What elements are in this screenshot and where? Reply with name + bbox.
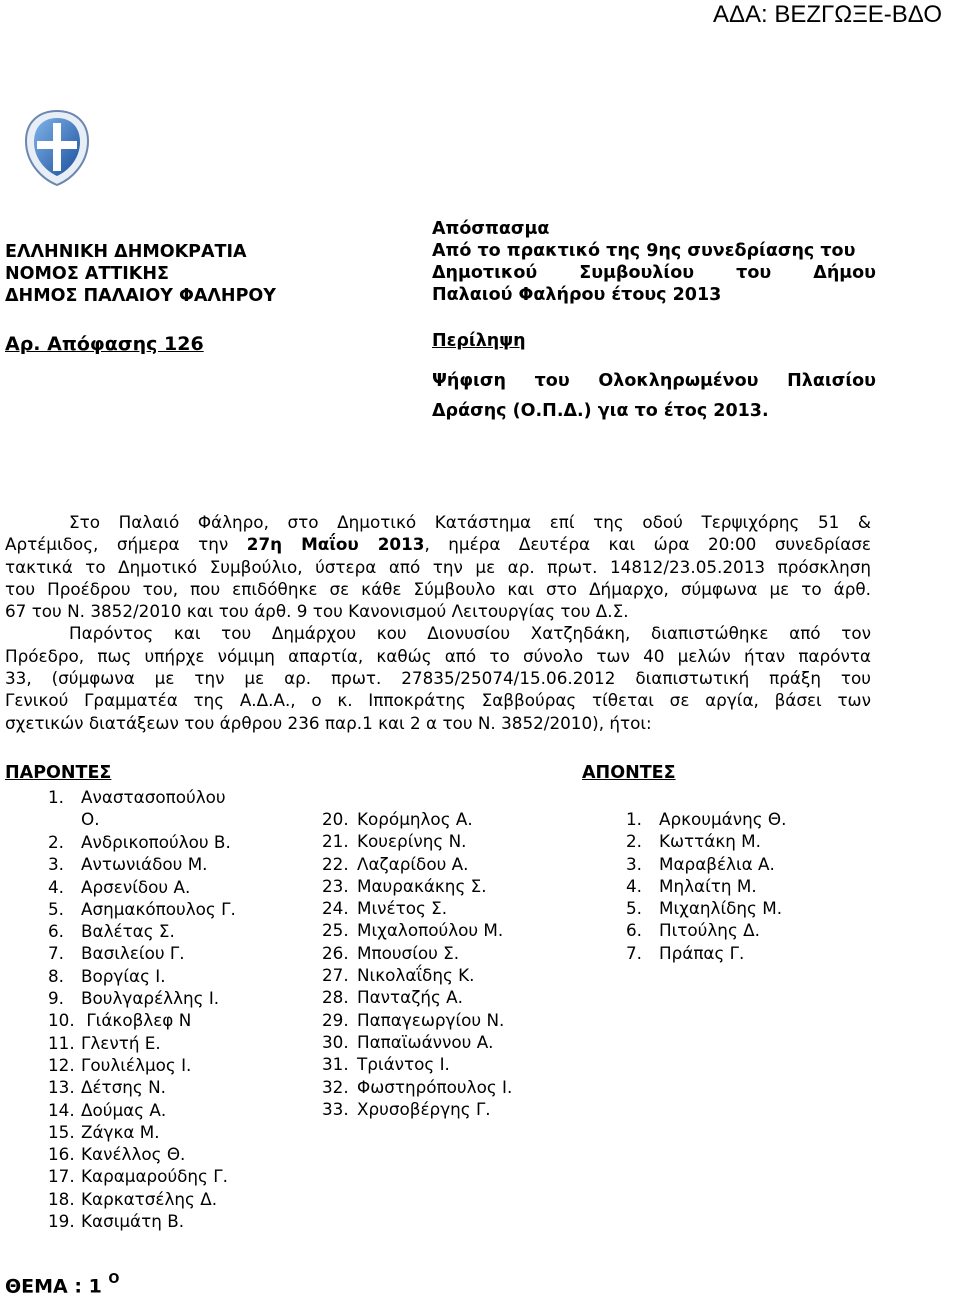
body-text [5,511,871,734]
item-number: 30. [322,1031,349,1052]
item-name: Παπαγεωργίου Ν. [357,1009,505,1030]
theme-heading [5,1274,119,1297]
list-item [48,987,236,1009]
item-number: 5. [48,898,65,919]
item-number: 4. [626,875,643,896]
item-name: Πράπας Γ. [659,942,745,963]
list-item [48,1143,236,1165]
list-item [322,808,512,830]
date-outro: , ημέρα Δευτέρα και ώρα 20:00 συνεδρίασε [424,534,871,555]
item-number: 10. [48,1010,75,1031]
item-number: 7. [626,942,643,963]
item-number: 14. [48,1099,75,1120]
item-name: Αναστασοπούλου [81,787,226,807]
item-number: 23. [322,875,349,896]
list-item [322,964,512,986]
item-name: Βαλέτας Σ. [81,921,175,942]
item-name: Κωττάκη Μ. [659,831,761,852]
item-name: Γιάκοβλεφ Ν [81,1010,192,1031]
country-line: ΕΛΛΗΝΙΚΗ ΔΗΜΟΚΡΑΤΙΑ [5,242,247,262]
list-item [48,1165,236,1187]
item-name: Μιχαηλίδης Μ. [659,898,783,919]
extract-header [432,218,876,306]
item-name: Τριάντος Ι. [357,1054,450,1075]
extract-line-3: Δημοτικού Συμβουλίου του Δήμου [432,263,876,283]
item-number: 18. [48,1188,75,1209]
paragraph-1-line-1: Στο Παλαιό Φάληρο, στο Δημοτικό Κατάστημα επί της οδού Τερψιχόρης 51 & [69,512,871,532]
theme-sup: Ο [108,1272,120,1287]
list-item [322,1053,512,1075]
item-number: 4. [48,876,65,897]
item-number: 8. [48,965,65,986]
item-name: Δούμας Α. [81,1099,167,1120]
item-number: 15. [48,1121,75,1142]
paragraph-2-line-4: Γενικού Γραμματέα της Α.Δ.Α., ο κ. Ιπποκράτης Σαββούρας τίθεται σε αργία, βάσει των [5,690,871,711]
item-name: Κορόμηλος Α. [357,809,473,829]
item-name: Καραμαρούδης Γ. [81,1166,228,1187]
item-name: Αρσενίδου Α. [81,876,191,897]
list-item [322,897,512,919]
item-name: Κασιμάτη Β. [81,1211,185,1232]
list-item [626,919,786,941]
item-name: Καρκατσέλης Δ. [81,1188,218,1209]
item-name: Γουλιέλμος Ι. [81,1054,192,1075]
extract-line-4: Παλαιού Φαλήρου έτους 2013 [432,285,722,305]
item-number: 19. [48,1211,75,1232]
list-item [48,1099,236,1121]
extract-title: Απόσπασμα [432,219,550,239]
list-item [322,1009,512,1031]
item-name: Ο. [81,809,100,830]
item-number: 1. [48,787,65,807]
paragraph-2-line-1: Παρόντος και του Δημάρχου κου Διονυσίου Χατζηδάκη, διαπιστώθηκε από τον [69,623,871,644]
list-item [322,919,512,941]
item-name: Μαυρακάκης Σ. [357,875,487,896]
item-number: 26. [322,942,349,963]
item-name: Μηλαίτη Μ. [659,875,757,896]
list-item [48,1121,236,1143]
decision-number: Αρ. Απόφασης 126 [5,333,204,355]
paragraph-2-line-2: Πρόεδρο, πως υπήρχε νόμιμη απαρτία, καθώς από το σύνολο των 40 μελών ήταν παρόντα [5,645,871,666]
list-item [48,1032,236,1054]
item-name: Βουλγαρέλλης Ι. [81,988,220,1009]
list-item [48,1076,236,1098]
issuer-header [5,241,276,307]
list-item [48,1210,236,1232]
list-item [626,830,786,852]
theme-label: ΘΕΜΑ : 1 [5,1275,102,1298]
item-number: 9. [48,988,65,1009]
item-name: Λαζαρίδου Α. [357,853,469,874]
list-item [48,1054,236,1076]
item-name: Πανταζής Α. [357,987,463,1008]
item-number: 6. [48,921,65,942]
item-name: Βασιλείου Γ. [81,943,185,964]
list-item [626,897,786,919]
item-number: 7. [48,943,65,964]
item-number: 12. [48,1054,75,1075]
item-number: 31. [322,1054,349,1075]
item-name: Αντωνιάδου Μ. [81,854,208,875]
list-item [48,965,236,987]
item-name: Μαραβέλια Α. [659,853,775,874]
list-item [626,875,786,897]
prefecture-line: ΝΟΜΟΣ ΑΤΤΙΚΗΣ [5,264,169,284]
item-number: 6. [626,920,643,941]
item-name: Φωστηρόπουλος Ι. [357,1076,513,1097]
list-item [322,986,512,1008]
list-item [322,1076,512,1098]
item-name: Ανδρικοπούλου Β. [81,832,231,852]
item-number: 3. [626,853,643,874]
greek-emblem-icon [22,107,92,187]
ada-code: ΑΔΑ: ΒΕΖΓΩΞΕ-ΒΔΟ [712,1,942,28]
item-number: 32. [322,1076,349,1097]
item-number: 11. [48,1032,75,1053]
list-item [322,1031,512,1053]
present-list-first [48,786,226,831]
item-name: Κουερίνης Ν. [357,831,467,852]
extract-line-2: Από το πρακτικό της 9ης συνεδρίασης του [432,241,856,261]
meeting-date: 27η Μαΐου 2013 [246,534,425,555]
item-name: Νικολαΐδης Κ. [357,965,475,986]
absent-heading: ΑΠΟΝΤΕΣ [582,763,676,783]
paragraph-1-line-5: 67 του Ν. 3852/2010 και του άρθ. 9 του Κανονισμού Λειτουργίας του Δ.Σ. [5,601,629,622]
paragraph-1-line-4: του Προέδρου του, που επιδόθηκε σε κάθε Σύμβουλο και στο Δήμαρχο, σύμφωνα με το άρθ. [5,578,871,599]
item-name: Κανέλλος Θ. [81,1144,186,1165]
paragraph-1-line-2 [5,533,871,555]
list-item [48,876,236,898]
date-intro: Αρτέμιδος, σήμερα την [5,534,229,555]
list-item [626,942,786,964]
present-list-col1 [48,831,236,1232]
item-number: 2. [626,831,643,852]
item-number: 2. [48,832,65,852]
present-list-col2 [322,808,512,1120]
list-item [48,853,236,875]
item-number: 28. [322,987,349,1008]
item-number: 25. [322,920,349,941]
item-number: 13. [48,1077,75,1098]
list-item [322,1098,512,1120]
item-number: 20. [322,809,349,829]
paragraph-2-line-3: 33, (σύμφωνα με την με αρ. πρωτ. 27835/25074/15.06.2012 διαπιστωτική πράξη του [5,668,871,689]
item-number: 29. [322,1009,349,1030]
list-item [48,1009,236,1031]
list-item [626,808,786,830]
absent-list [626,808,786,964]
list-item [48,786,226,808]
item-number: 17. [48,1166,75,1187]
item-name: Μιχαλοπούλου Μ. [357,920,504,941]
list-item [48,898,236,920]
item-number: 5. [626,898,643,919]
item-name: Ασημακόπουλος Γ. [81,898,236,919]
present-heading: ΠΑΡΟΝΤΕΣ [5,763,112,783]
item-name: Ζάγκα Μ. [81,1121,160,1142]
summary-line-1: Ψήφιση του Ολοκληρωμένου Πλαισίου [432,371,876,391]
item-number: 3. [48,854,65,875]
list-item [626,853,786,875]
list-item [48,1188,236,1210]
list-item [48,831,236,853]
paragraph-1-line-3: τακτικά το Δημοτικό Συμβούλιο, ύστερα από την με αρ. πρωτ. 14812/23.05.2013 πρόσκληση [5,556,871,577]
item-number: 21. [322,831,349,852]
paragraph-2-line-5: σχετικών διατάξεων του άρθρου 236 παρ.1 και 2 α του Ν. 3852/2010), ήτοι: [5,712,652,733]
list-item [48,920,236,942]
item-name: Παπαϊωάννου Α. [357,1031,494,1052]
item-name: Βοργίας Ι. [81,965,166,986]
list-item [322,830,512,852]
item-number: 24. [322,898,349,919]
municipality-line: ΔΗΜΟΣ ΠΑΛΑΙΟΥ ΦΑΛΗΡΟΥ [5,286,276,306]
item-number: 22. [322,853,349,874]
list-item-continued [48,808,226,830]
item-name: Πιτούλης Δ. [659,920,760,941]
item-number: 27. [322,965,349,986]
item-name: Χρυσοβέργης Γ. [357,1098,491,1119]
item-name: Γλεντή Ε. [81,1032,161,1053]
list-item [48,942,236,964]
item-name: Μινέτος Σ. [357,898,448,919]
list-item [322,853,512,875]
item-name: Αρκουμάνης Θ. [659,809,787,829]
item-name: Μπουσίου Σ. [357,942,460,963]
summary-text [432,366,876,426]
list-item [322,942,512,964]
item-number: 33. [322,1098,349,1119]
item-number: 16. [48,1144,75,1165]
summary-label: Περίληψη [432,331,526,351]
item-number: 1. [626,809,643,829]
summary-line-2: Δράσης (Ο.Π.Δ.) για το έτος 2013. [432,401,769,421]
item-name: Δέτσης Ν. [81,1077,166,1098]
list-item [322,875,512,897]
